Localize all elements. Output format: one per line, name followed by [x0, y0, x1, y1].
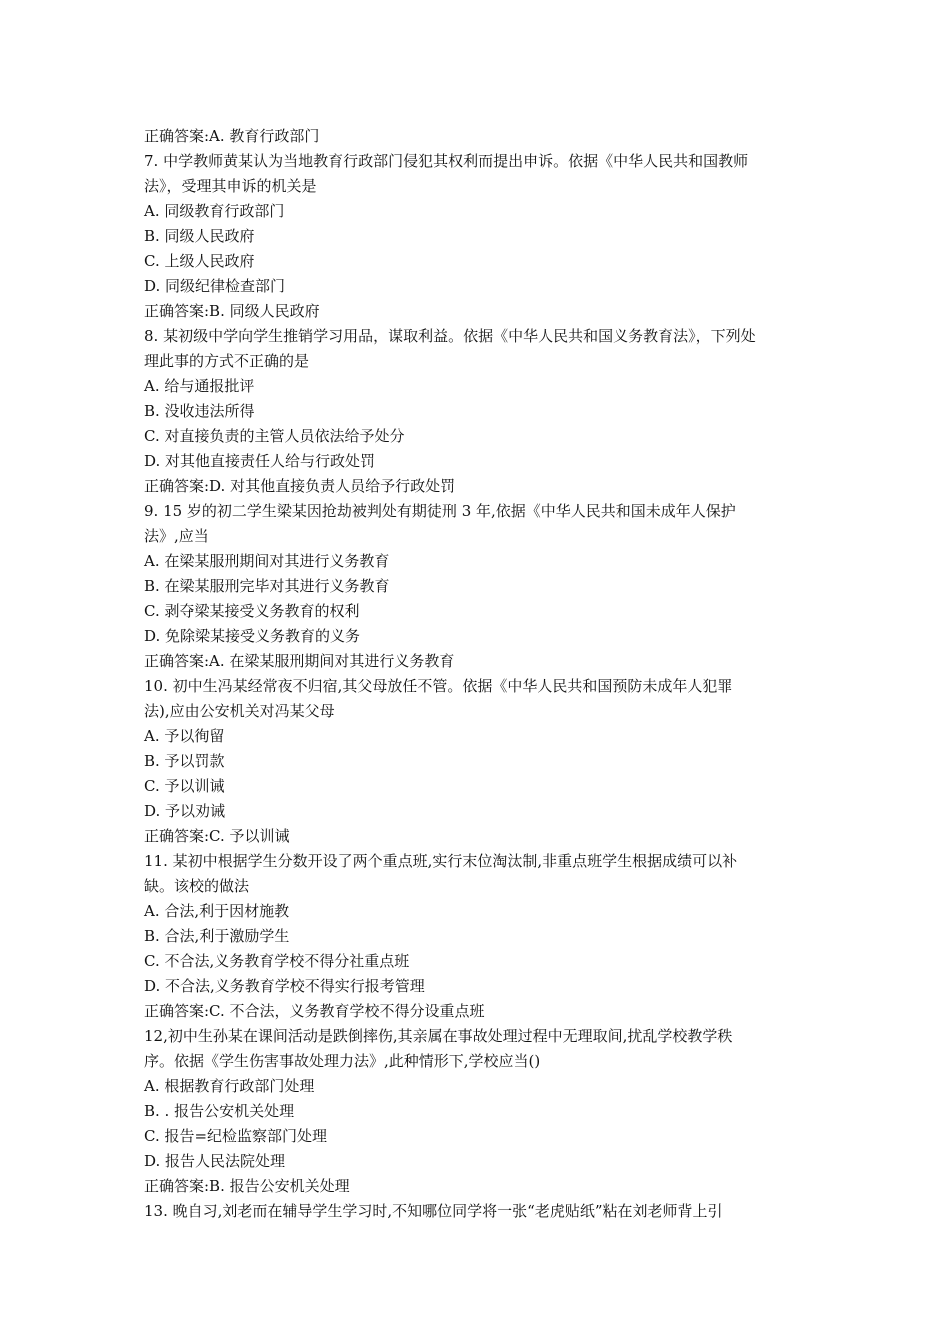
- option-line: B. 同级人民政府: [144, 227, 255, 245]
- answer-line: 正确答案:B. 同级人民政府: [144, 302, 320, 320]
- document-body: [144, 124, 808, 1224]
- option-line: D. 予以劝诫: [144, 802, 226, 820]
- option-line: B. 合法,利于激励学生: [144, 927, 290, 945]
- answer-line: 正确答案:C. 予以训诫: [144, 827, 290, 845]
- option-line: D. 报告人民法院处理: [144, 1152, 286, 1170]
- option-line: D. 同级纪律检查部门: [144, 277, 286, 295]
- option-line: C. 剥夺梁某接受义务教育的权利: [144, 602, 360, 620]
- question-line: 12,初中生孙某在课间活动是跌倒摔伤,其亲属在事故处理过程中无理取间,扰乱学校教学秩: [144, 1027, 733, 1045]
- question-line: 13. 晚自习,刘老而在辅导学生学习时,不知哪位同学将一张“老虎贴纸”粘在刘老师背上引: [144, 1202, 723, 1220]
- answer-line: 正确答案:D. 对其他直接负责人员给予行政处罚: [144, 477, 456, 495]
- option-line: A. 同级教育行政部门: [144, 202, 285, 220]
- answer-line: 正确答案:C. 不合法，义务教育学校不得分设重点班: [144, 1002, 485, 1020]
- answer-line: 正确答案:B. 报告公安机关处理: [144, 1177, 350, 1195]
- question-line: 9. 15 岁的初二学生梁某因抢劫被判处有期徒刑 3 年,依据《中华人民共和国未成年人保护: [144, 502, 736, 520]
- option-line: A. 在梁某服刑期间对其进行义务教育: [144, 552, 390, 570]
- answer-line: 正确答案:A. 在梁某服刑期间对其进行义务教育: [144, 652, 455, 670]
- option-line: A. 合法,利于因材施教: [144, 902, 290, 920]
- text-line: 缺。该校的做法: [144, 877, 250, 895]
- answer-line: 正确答案:A. 教育行政部门: [144, 127, 320, 145]
- option-line: D. 免除梁某接受义务教育的义务: [144, 627, 361, 645]
- text-line: 法》,应当: [144, 527, 209, 545]
- question-line: 11. 某初中根据学生分数开设了两个重点班,实行末位淘汰制,非重点班学生根据成绩可以补: [144, 852, 738, 870]
- option-line: C. 不合法,义务教育学校不得分社重点班: [144, 952, 410, 970]
- option-line: B. 予以罚款: [144, 752, 225, 770]
- option-line: B. 在梁某服刑完毕对其进行义务教育: [144, 577, 390, 595]
- option-line: D. 不合法,义务教育学校不得实行报考管理: [144, 977, 425, 995]
- question-line: 8. 某初级中学向学生推销学习用品，谋取利益。依据《中华人民共和国义务教育法》，下列处: [144, 327, 756, 345]
- option-line: B. 没收违法所得: [144, 402, 255, 420]
- option-line: A. 予以徇留: [144, 727, 225, 745]
- option-line: D. 对其他直接责任人给与行政处罚: [144, 452, 376, 470]
- text-line: 序。依据《学生伤害事故处理力法》,此种情形下,学校应当(): [144, 1052, 541, 1070]
- option-line: A. 给与通报批评: [144, 377, 255, 395]
- option-line: C. 上级人民政府: [144, 252, 255, 270]
- text-line: 理此事的方式不正确的是: [144, 352, 310, 370]
- option-line: A. 根据教育行政部门处理: [144, 1077, 315, 1095]
- question-line: 7. 中学教师黄某认为当地教育行政部门侵犯其权利而提出申诉。依据《中华人民共和国教师: [144, 152, 749, 170]
- option-line: C. 予以训诫: [144, 777, 225, 795]
- text-line: 法),应由公安机关对冯某父母: [144, 702, 335, 720]
- question-line: 10. 初中生冯某经常夜不归宿,其父母放任不管。依据《中华人民共和国预防未成年人犯罪: [144, 677, 733, 695]
- text-line: 法》，受理其申诉的机关是: [144, 177, 317, 195]
- option-line: B. . 报告公安机关处理: [144, 1102, 295, 1120]
- option-line: C. 对直接负责的主管人员依法给予处分: [144, 427, 405, 445]
- option-line: C. 报告=纪检监察部门处理: [144, 1127, 328, 1145]
